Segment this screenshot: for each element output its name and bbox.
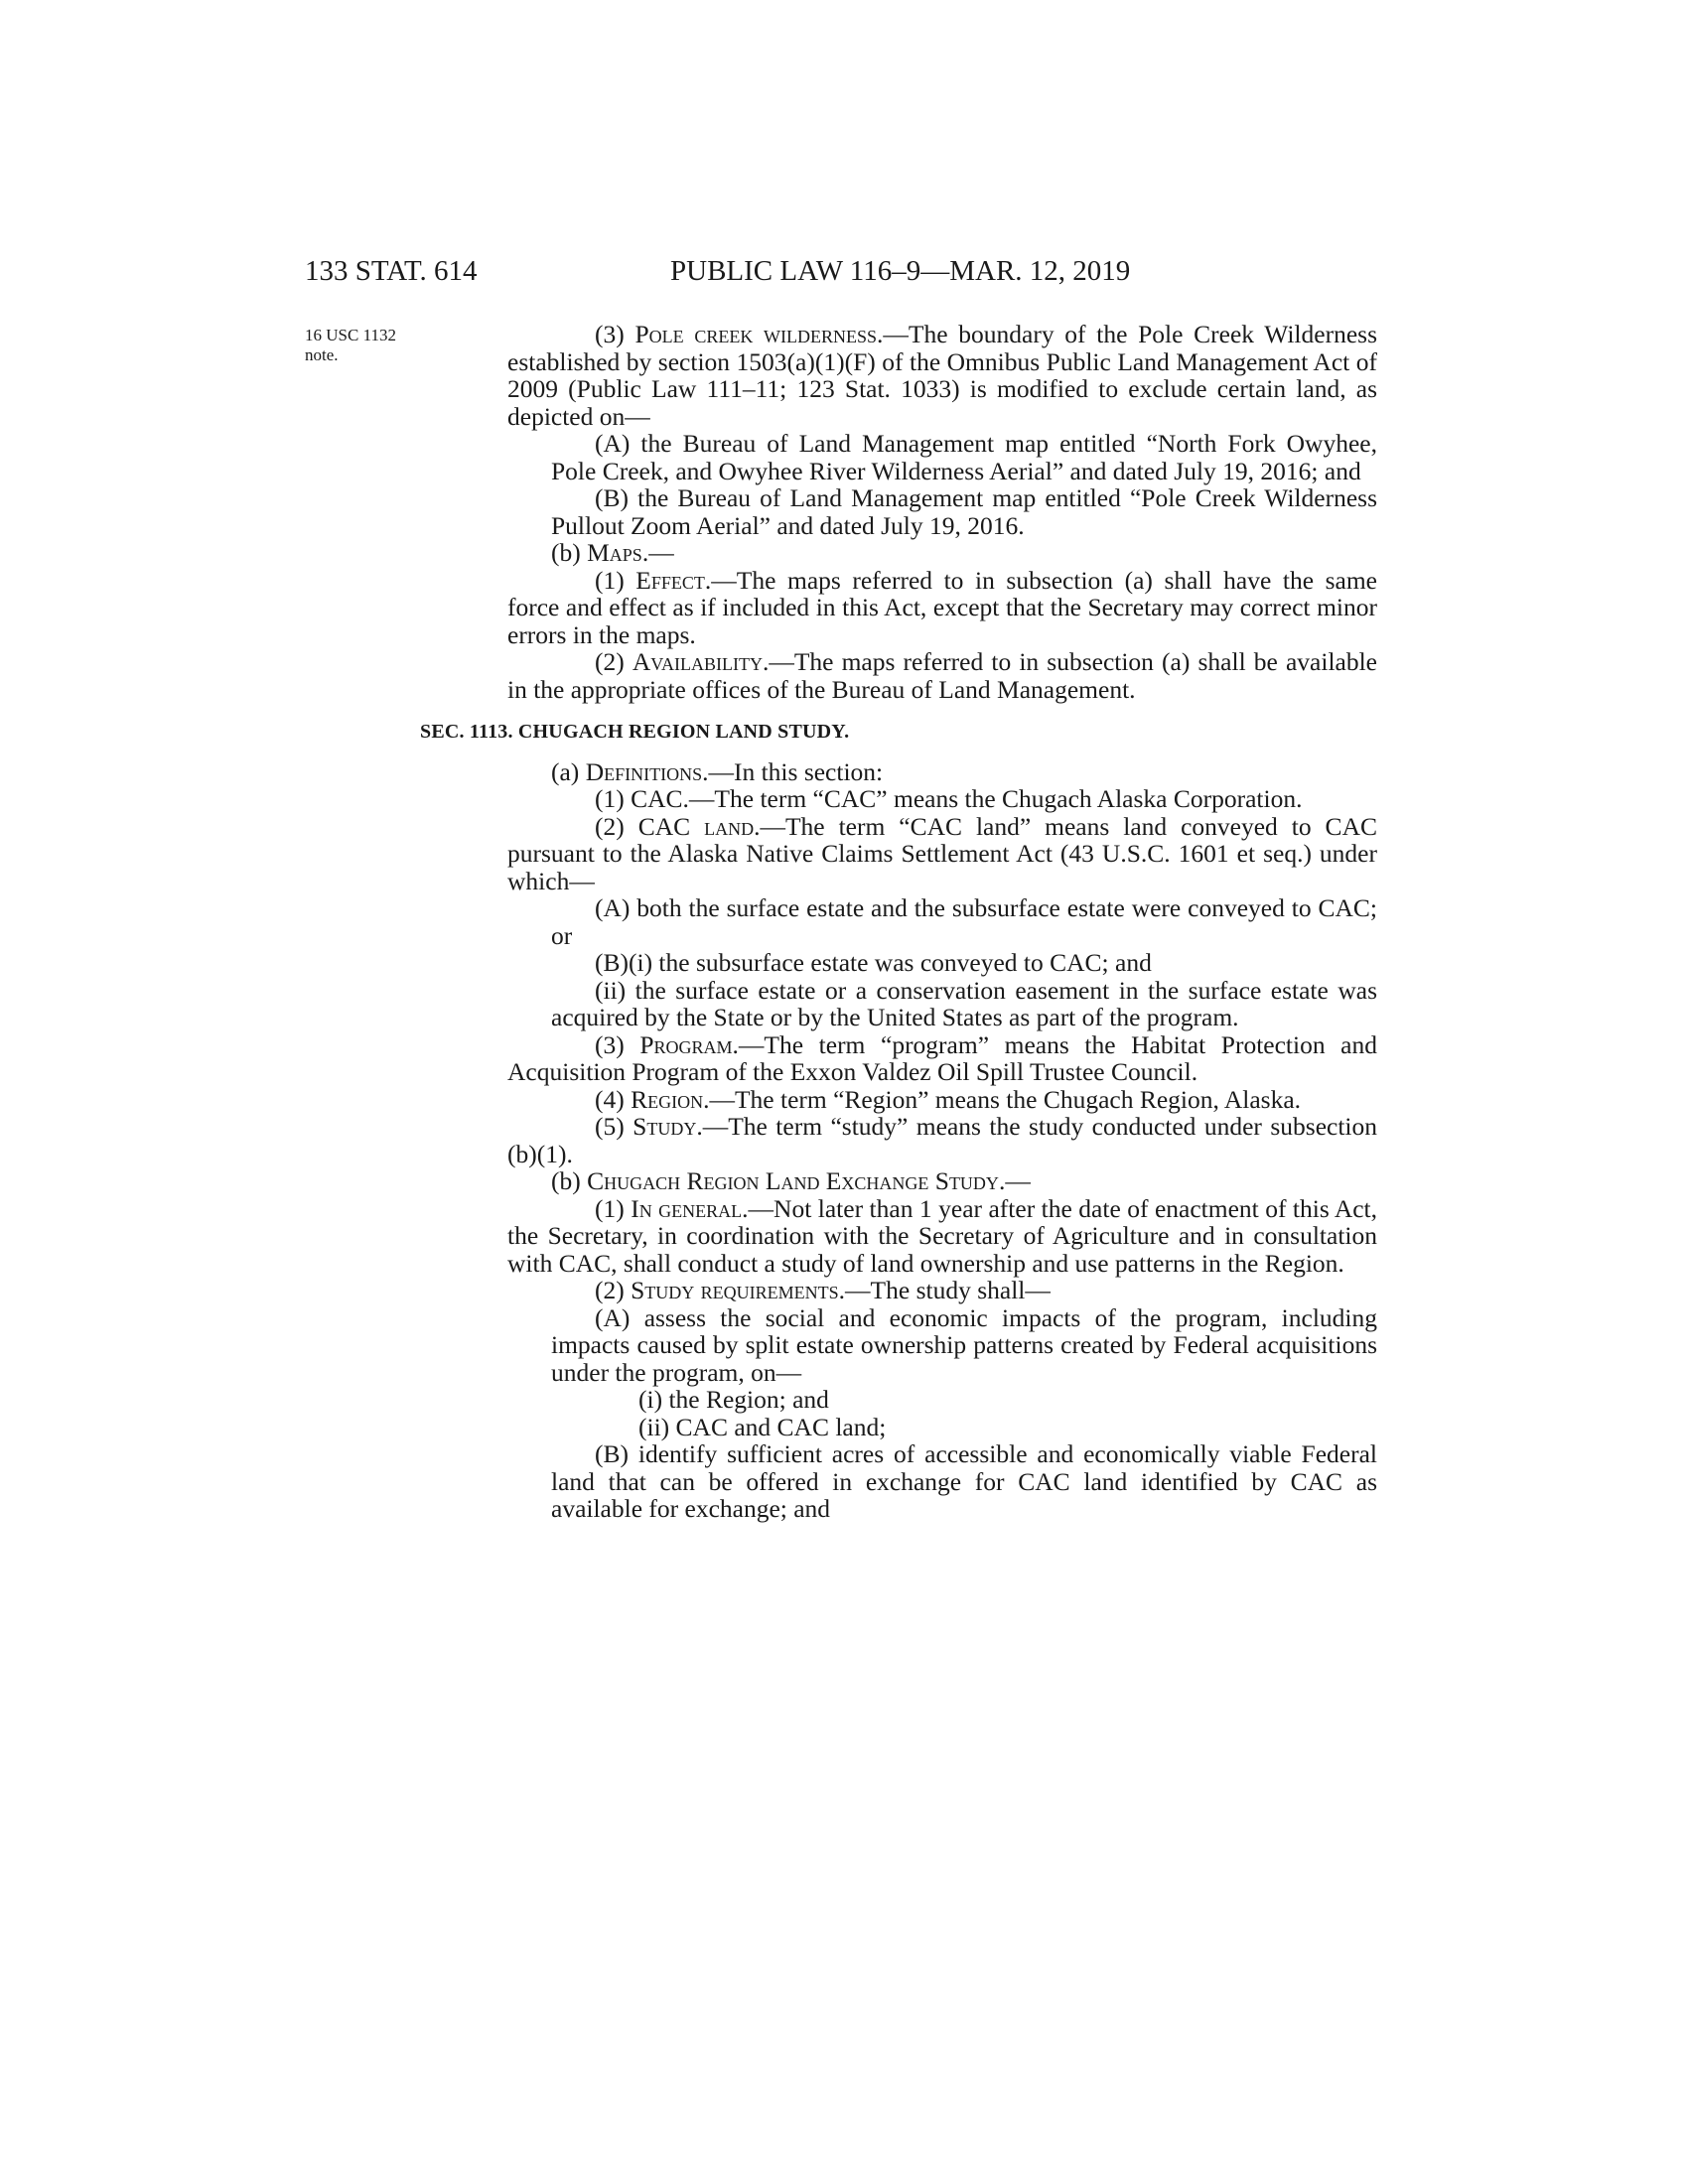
- paragraph-text: .—The study shall—: [838, 1276, 1051, 1304]
- paragraph-text: .—The term “study” means the study conducted under subsection (b)(1).: [507, 1112, 1378, 1168]
- paragraph-heading: CAC land: [637, 811, 755, 841]
- definition-program: [507, 1031, 1377, 1086]
- paragraph-text: .—The term “CAC land” means land conveyed to CAC pursuant to the Alaska Native Claims Settlement Act (43 U.S.C. 1601 et seq.) under which—: [507, 811, 1377, 895]
- subsection-text: .—In this section:: [702, 756, 884, 786]
- paragraph-heading: Program: [639, 1029, 733, 1059]
- subsection-number: (b): [551, 538, 588, 567]
- paragraph-number: (1): [595, 1193, 632, 1223]
- stat-page-number: 133 STAT. 614: [305, 255, 478, 287]
- margin-citation-note: [305, 326, 464, 365]
- subsection-number: (b): [551, 1166, 588, 1195]
- public-law-title: PUBLIC LAW 116–9—MAR. 12, 2019: [670, 255, 1131, 287]
- paragraph-number: (2): [595, 811, 638, 841]
- paragraph-pole-creek-wilderness: [507, 321, 1377, 430]
- subsection-text: .—: [998, 1166, 1031, 1195]
- definition-cac-land-a: (A) both the surface estate and the subsurface estate were conveyed to CAC; or: [551, 893, 1377, 950]
- paragraph-text: .—Not later than 1 year after the date of enactment of this Act, the Secretary, in coordination with the Secretary of Agriculture and in consultation with CAC, shall conduct a study of land ownership and use patterns in the Region.: [507, 1193, 1378, 1278]
- margin-citation-line2: note.: [305, 345, 339, 364]
- paragraph-study-requirements: [507, 1277, 1377, 1304]
- paragraph-heading: CAC: [631, 784, 683, 813]
- statute-body: [420, 320, 1378, 1523]
- requirement-b-identify-land: (B) identify sufficient acres of accessible and economically viable Federal land that can be offered in exchange for CAC land identified by CAC as available for exchange; and: [551, 1439, 1377, 1523]
- subsection-b-maps: [507, 539, 1377, 567]
- paragraph-effect: [507, 567, 1377, 649]
- definition-cac-land-b-ii: (ii) the surface estate or a conservation easement in the surface estate was acquired by the State or by the United States as part of the program.: [551, 975, 1377, 1031]
- paragraph-number: (3): [595, 320, 635, 348]
- margin-citation-line1: 16 USC 1132: [305, 326, 396, 344]
- paragraph-heading: Region: [631, 1084, 704, 1114]
- paragraph-heading: Availability: [632, 647, 763, 676]
- requirement-a-assess-impacts: (A) assess the social and economic impacts of the program, including impacts caused by split estate ownership patterns created by Federal acquisitions under the program, on—: [551, 1302, 1377, 1387]
- paragraph-number: (1): [595, 565, 636, 595]
- paragraph-text: .—The term “CAC” means the Chugach Alaska Corporation.: [682, 784, 1303, 813]
- subsection-heading: Maps: [587, 538, 642, 567]
- subsection-number: (a): [551, 756, 586, 786]
- paragraph-heading: In general: [631, 1193, 743, 1223]
- definition-cac: [507, 785, 1377, 813]
- paragraph-number: (3): [595, 1029, 640, 1059]
- subsection-text: .—: [641, 538, 674, 567]
- subsection-heading: Definitions: [585, 756, 703, 786]
- definition-cac-land-b-i: (B)(i) the subsurface estate was conveyed to CAC; and: [595, 948, 1152, 977]
- definition-region: [507, 1086, 1377, 1114]
- paragraph-number: (2): [595, 1276, 632, 1304]
- subsection-a-definitions: [507, 758, 1377, 786]
- paragraph-heading: Pole creek wilderness: [634, 320, 878, 348]
- definition-study: [507, 1113, 1377, 1167]
- paragraph-number: (1): [595, 784, 632, 813]
- section-heading: SEC. 1113. CHUGACH REGION LAND STUDY.: [420, 721, 850, 743]
- paragraph-number: (4): [595, 1084, 632, 1114]
- paragraph-availability: [507, 648, 1377, 703]
- subparagraph-b-map: (B) the Bureau of Land Management map entitled “Pole Creek Wilderness Pullout Zoom Aerial” and dated July 19, 2016.: [551, 483, 1377, 540]
- paragraph-in-general: [507, 1195, 1377, 1278]
- subsection-heading: Chugach Region Land Exchange Study: [587, 1166, 999, 1195]
- paragraph-text: .—The maps referred to in subsection (a) shall be available in the appropriate offices of the Bureau of Land Management.: [507, 647, 1378, 704]
- requirement-a-clause-ii: (ii) CAC and CAC land;: [638, 1412, 887, 1441]
- paragraph-text: .—The term “program” means the Habitat Protection and Acquisition Program of the Exxon Valdez Oil Spill Trustee Council.: [507, 1029, 1378, 1086]
- paragraph-heading: Study: [633, 1112, 697, 1141]
- paragraph-heading: Study requirements: [631, 1276, 839, 1304]
- paragraph-text: .—The boundary of the Pole Creek Wilderness established by section 1503(a)(1)(F) of the Omnibus Public Land Management Act of 2009 (Public Law 111–11; 123 Stat. 1033) is modified to exclude certain land, as depicted on—: [507, 320, 1377, 431]
- paragraph-number: (2): [595, 647, 633, 676]
- paragraph-text: .—The maps referred to in subsection (a) shall have the same force and effect as if included in this Act, except that the Secretary may correct minor errors in the maps.: [507, 565, 1377, 649]
- subparagraph-a-map: (A) the Bureau of Land Management map entitled “North Fork Owyhee, Pole Creek, and Owyhee River Wilderness Aerial” and dated July 19, 2016; and: [551, 429, 1377, 485]
- running-head: [305, 251, 1377, 291]
- paragraph-text: .—The term “Region” means the Chugach Region, Alaska.: [703, 1084, 1302, 1114]
- subsection-b-land-exchange-study: [507, 1167, 1377, 1195]
- paragraph-number: (5): [595, 1112, 633, 1141]
- definition-cac-land: [507, 813, 1377, 895]
- requirement-a-clause-i: (i) the Region; and: [638, 1385, 829, 1414]
- paragraph-heading: Effect: [635, 565, 705, 595]
